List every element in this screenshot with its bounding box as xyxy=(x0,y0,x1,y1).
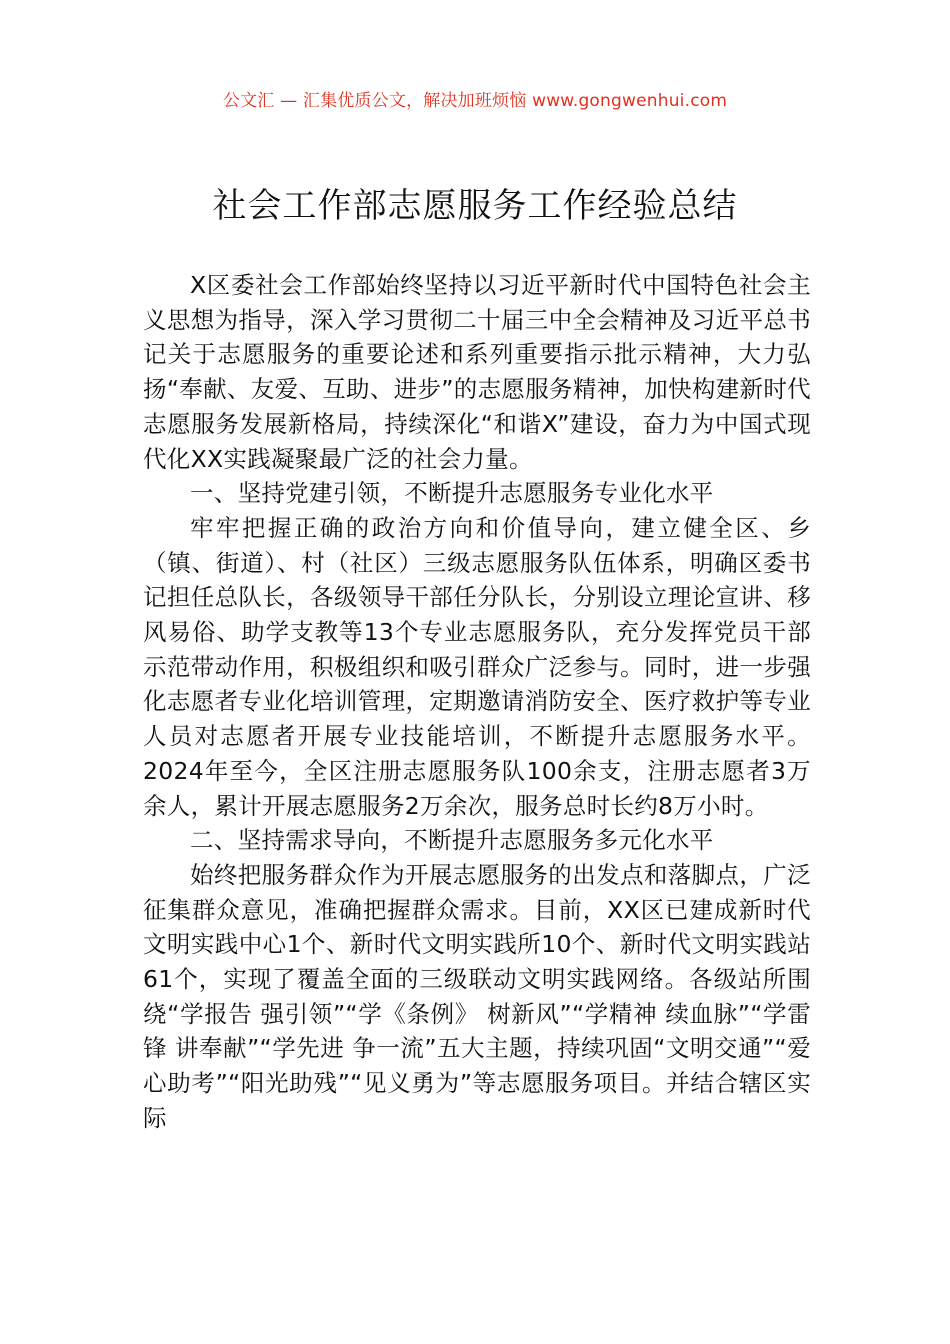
section-paragraph-1: 牢牢把握正确的政治方向和价值导向，建立健全区、乡（镇、街道）、村（社区）三级志愿服务队伍体系，明确区委书记担任总队长，各级领导干部任分队长，分别设立理论宣讲、移风易俗、助学支教等13个专业志愿服务队，充分发挥党员干部示范带动作用，积极组织和吸引群众广泛参与。同时，进一步强化志愿者专业化培训管理，定期邀请消防安全、医疗救护等专业人员对志愿者开展专业技能培训，不断提升志愿服务水平。2024年至今，全区注册志愿服务队100余支，注册志愿者3万余人，累计开展志愿服务2万余次，服务总时长约8万小时。 xyxy=(143,513,811,820)
section-heading-2: 二、坚持需求导向，不断提升志愿服务多元化水平 xyxy=(190,826,714,855)
section-heading-1: 一、坚持党建引领，不断提升志愿服务专业化水平 xyxy=(190,479,714,508)
document-title: 社会工作部志愿服务工作经验总结 xyxy=(212,186,738,226)
intro-paragraph: X区委社会工作部始终坚持以习近平新时代中国特色社会主义思想为指导，深入学习贯彻二十届三中全会精神及习近平总书记关于志愿服务的重要论述和系列重要指示批示精神，大力弘扬“奉献、友爱、互助、进步”的志愿服务精神，加快构建新时代志愿服务发展新格局，持续深化“和谐X”建设，奋力为中国式现代化XX实践凝聚最广泛的社会力量。 xyxy=(143,271,811,473)
watermark-banner: 公文汇 — 汇集优质公文，解决加班烦恼 www.gongwenhui.com xyxy=(222,91,728,111)
section-paragraph-2: 始终把服务群众作为开展志愿服务的出发点和落脚点，广泛征集群众意见，准确把握群众需求。目前，XX区已建成新时代文明实践中心1个、新时代文明实践所10个、新时代文明实践站61个，实现了覆盖全面的三级联动文明实践网络。各级站所围绕“学报告 强引领”“学《条例》 树新风”“学精神 续血脉”“学雷锋 讲奉献”“学先进 争一流”五大主题，持续巩固“文明交通”“爱心助考”“阳光助残”“见义勇为”等志愿服务项目。并结合辖区实际 xyxy=(143,860,811,1132)
document-body xyxy=(143,268,811,1136)
